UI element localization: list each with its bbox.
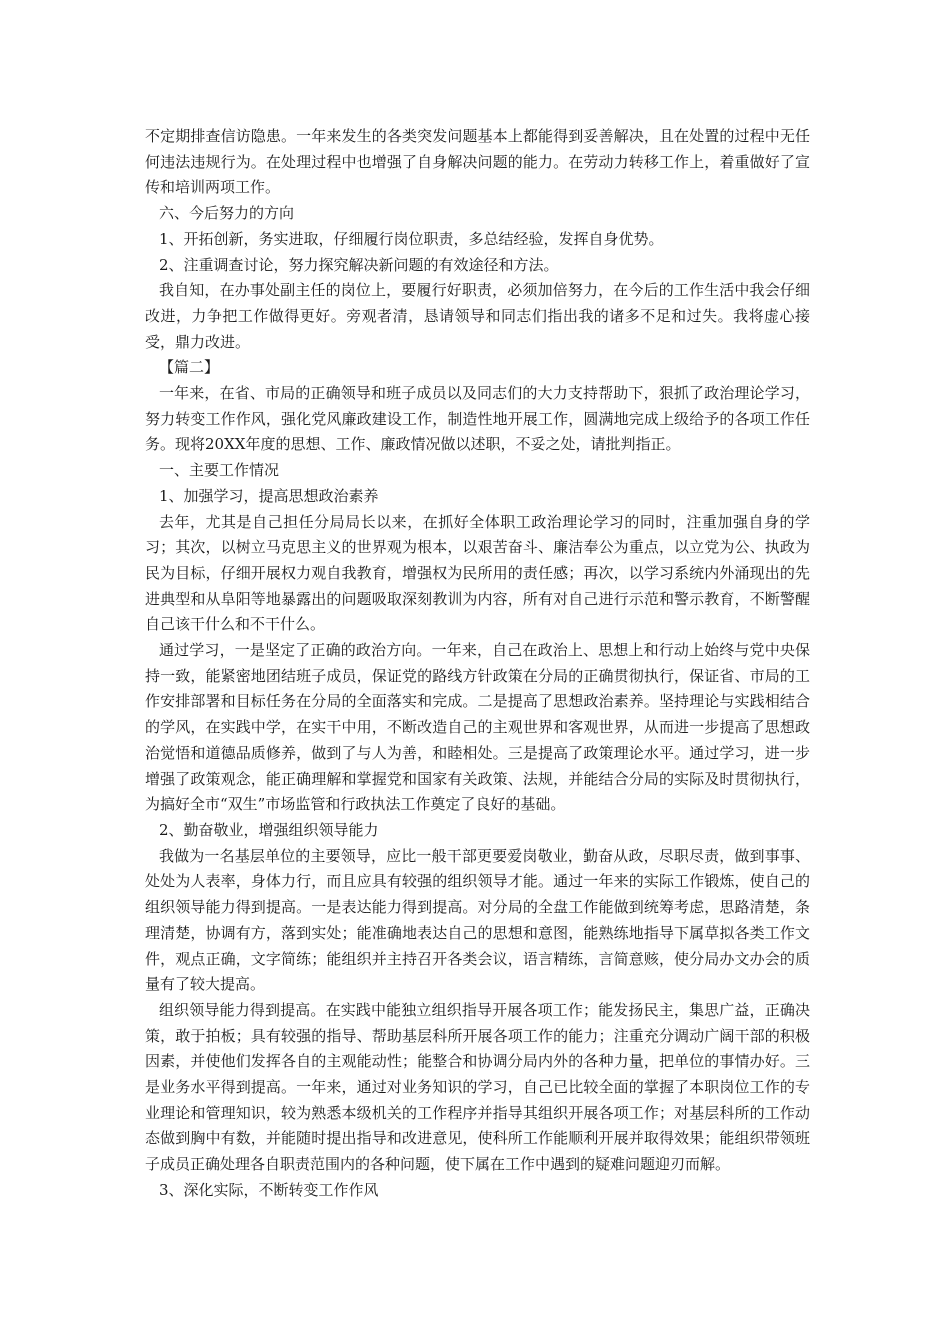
paragraph: 我做为一名基层单位的主要领导，应比一般干部更要爱岗敬业，勤奋从政，尽职尽责，做到事事、处处为人表率，身体力行，而且应具有较强的组织领导才能。通过一年来的实际工作锻炼，使自己的组织领导能力得到提高。一是表达能力得到提高。对分局的全盘工作能做到统筹考虑，思路清楚，条理清楚，协调有方，落到实处；能准确地表达自己的思想和意图，能熟练地指导下属草拟各类工作文件，观点正确，文字简练；能组织并主持召开各类会议，语言精练，言简意赅，使分局办文办会的质量有了较大提高。 <box>145 846 810 994</box>
paragraph: 通过学习，一是坚定了正确的政治方向。一年来，自己在政治上、思想上和行动上始终与党中央保持一致，能紧密地团结班子成员，保证党的路线方针政策在分局的正确贯彻执行，保证省、市局的工作安排部署和目标任务在分局的全面落实和完成。二是提高了思想政治素养。坚持理论与实践相结合的学风，在实践中学，在实干中用，不断改造自己的主观世界和客观世界，从而进一步提高了思想政治觉悟和道德品质修养，做到了与人为善，和睦相处。三是提高了政策理论水平。通过学习，进一步增强了政策观念，能正确理解和掌握党和国家有关政策、法规，并能结合分局的实际及时贯彻执行，为搞好全市“双生”市场监管和行政执法工作奠定了良好的基础。 <box>145 641 810 814</box>
subsection-heading: 1、加强学习，提高思想政治素养 <box>159 486 379 505</box>
part-heading: 【篇二】 <box>159 358 220 377</box>
subsection-heading: 2、勤奋敬业，增强组织领导能力 <box>159 820 379 839</box>
subsection-heading: 3、深化实际，不断转变工作作风 <box>159 1180 379 1199</box>
paragraph: 不定期排查信访隐患。一年来发生的各类突发问题基本上都能得到妥善解决，且在处置的过程中无任何违法违规行为。在处理过程中也增强了自身解决问题的能力。在劳动力转移工作上，着重做好了宣传和培训两项工作。 <box>145 127 810 197</box>
section-heading: 六、今后努力的方向 <box>159 204 295 223</box>
paragraph: 一年来，在省、市局的正确领导和班子成员以及同志们的大力支持帮助下，狠抓了政治理论学习，努力转变工作作风，强化党风廉政建设工作，制造性地开展工作，圆满地完成上级给予的各项工作任务。现将20XX年度的思想、工作、廉政情况做以述职，不妥之处，请批判指正。 <box>145 384 810 454</box>
document-body <box>145 124 810 1204</box>
paragraph: 组织领导能力得到提高。在实践中能独立组织指导开展各项工作；能发扬民主，集思广益，正确决策，敢于拍板；具有较强的指导、帮助基层科所开展各项工作的能力；注重充分调动广阔干部的积极因素，并使他们发挥各自的主观能动性；能整合和协调分局内外的各种力量，把单位的事情办好。三是业务水平得到提高。一年来，通过对业务知识的学习，自己已比较全面的掌握了本职岗位工作的专业理论和管理知识，较为熟悉本级机关的工作程序并指导其组织开展各项工作；对基层科所的工作动态做到胸中有数，并能随时提出指导和改进意见，使科所工作能顺利开展并取得效果；能组织带领班子成员正确处理各自职责范围内的各种问题，使下属在工作中遇到的疑难问题迎刃而解。 <box>145 1000 810 1174</box>
list-item: 2、注重调查讨论，努力探究解决新问题的有效途径和方法。 <box>159 255 559 274</box>
list-item: 1、开拓创新，务实进取，仔细履行岗位职责，多总结经验，发挥自身优势。 <box>159 229 664 248</box>
paragraph: 去年，尤其是自己担任分局局长以来，在抓好全体职工政治理论学习的同时，注重加强自身的学习；其次，以树立马克思主义的世界观为根本，以艰苦奋斗、廉洁奉公为重点，以立党为公、执政为民为目标，仔细开展权力观自我教育，增强权为民所用的责任感；再次，以学习系统内外涌现出的先进典型和从阜阳等地暴露出的问题吸取深刻教训为内容，所有对自己进行示范和警示教育，不断警醒自己该干什么和不干什么。 <box>145 512 810 634</box>
paragraph: 我自知，在办事处副主任的岗位上，要履行好职责，必须加倍努力，在今后的工作生活中我会仔细改进，力争把工作做得更好。旁观者清，恳请领导和同志们指出我的诸多不足和过失。我将虚心接受，鼎力改进。 <box>145 281 810 351</box>
section-heading: 一、主要工作情况 <box>159 461 280 480</box>
